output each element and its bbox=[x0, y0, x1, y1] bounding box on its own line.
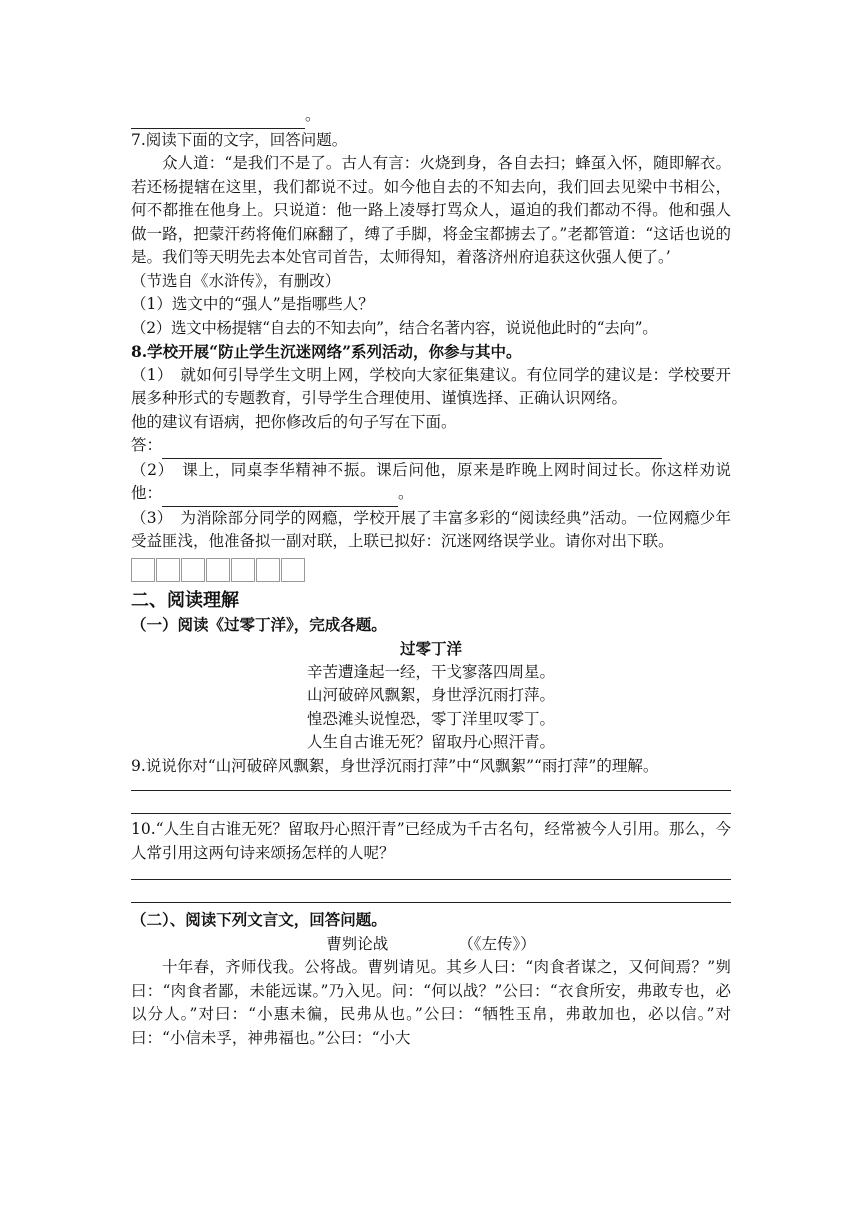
q7-sub1: （1）选文中的“强人”是指哪些人？ bbox=[131, 295, 374, 313]
char-box[interactable] bbox=[231, 558, 255, 582]
prose-source: （《左传》） bbox=[458, 934, 536, 953]
poem-line: 惶恐滩头说惶恐，零丁洋里叹零丁。 bbox=[306, 709, 555, 728]
answer-blank[interactable] bbox=[162, 434, 662, 459]
answer-blank[interactable] bbox=[162, 482, 398, 507]
q10: 10.“人生自古谁无死？留取丹心照汗青”已经成为千古名句，经常被今人引用。那么，今人常引用这两句诗来颂扬怎样的人呢？ bbox=[131, 820, 731, 862]
answer-rule[interactable] bbox=[131, 902, 731, 903]
poem-line: 山河破碎风飘絮，身世浮沉雨打萍。 bbox=[306, 686, 555, 704]
char-box[interactable] bbox=[206, 558, 230, 582]
section2-part1-title: （一）阅读《过零丁洋》，完成各题。 bbox=[131, 615, 387, 634]
q8-answer-line: 答： bbox=[131, 434, 731, 459]
char-box[interactable] bbox=[181, 558, 205, 582]
char-box[interactable] bbox=[156, 558, 180, 582]
poem-title: 过零丁洋 bbox=[399, 639, 462, 658]
prose-title: 曹刿论战 bbox=[326, 934, 389, 953]
q8-title: 8.学校开展“防止学生沉迷网络”系列活动，你参与其中。 bbox=[131, 342, 522, 361]
answer-blank[interactable] bbox=[131, 104, 305, 129]
poem-line: 人生自古谁无死？留取丹心照汗青。 bbox=[306, 733, 555, 751]
section2-title: 二、阅读理解 bbox=[131, 589, 239, 611]
couplet-answer-boxes bbox=[131, 558, 731, 582]
char-box[interactable] bbox=[281, 558, 305, 582]
answer-line-top: 。 bbox=[131, 104, 731, 129]
q7-sub2: （2）选文中杨提辖“自去的不知去向”，结合名著内容，说说他此时的“去向”。 bbox=[131, 318, 658, 337]
q7-passage: 众人道：“是我们不是了。古人有言：火烧到身，各自去扫；蜂虿入怀，随即解衣。若还杨提辖在这里，我们都说不过。如今他自去的不知去向，我们回去见梁中书相公，何不都推在他身上。只说道：他一路上凌辱打骂众人，逼迫的我们都动不得。他和强人做一路，把蒙汗药将俺们麻翻了，缚了手脚，将金宝都掳去了。”老都管道：“这话也说的是。我们等天明先去本处官司首告，太师得知，着落济州府追获这伙强人便了。’ bbox=[131, 154, 731, 266]
q9: 9.说说你对“山河破碎风飘絮，身世浮沉雨打萍”中“风飘絮”“雨打萍”的理解。 bbox=[131, 756, 659, 775]
q7-source: （节选自《水浒传》，有删改） bbox=[131, 271, 341, 290]
q8-sub2: （2） 课上，同桌李华精神不振。课后问他，原来是昨晚上网时间过长。你这样劝说他： 。 bbox=[131, 459, 731, 507]
poem-line: 辛苦遭逢起一经，干戈寥落四周星。 bbox=[306, 662, 555, 681]
prose-heading bbox=[131, 933, 731, 957]
answer-rule[interactable] bbox=[131, 813, 731, 814]
q8-sub1: （1） 就如何引导学生文明上网，学校向大家征集建议。有位同学的建议是：学校要开展多种形式的专题教育，引导学生合理使用、谨慎选择、正确认识网络。 bbox=[131, 365, 731, 407]
q8-sub1-instruction: 他的建议有语病，把你修改后的句子写在下面。 bbox=[131, 412, 457, 431]
char-box[interactable] bbox=[131, 558, 155, 582]
poem-body bbox=[131, 661, 731, 755]
section2-part2-title: （二）、阅读下列文言文，回答问题。 bbox=[131, 911, 387, 929]
char-box[interactable] bbox=[256, 558, 280, 582]
prose-body: 十年春，齐师伐我。公将战。曹刿请见。其乡人曰：“肉食者谋之，又何间焉？”刿曰：“肉食者鄙，未能远谋。”乃入见。问：“何以战？”公曰：“衣食所安，弗敢专也，必以分人。”对曰：“小惠未徧，民弗从也。”公曰：“牺牲玉帛，弗敢加也，必以信。”对曰：“小信未孚，神弗福也。”公曰：“小大 bbox=[131, 958, 731, 1047]
q7-prompt: 7.阅读下面的文字，回答问题。 bbox=[131, 130, 348, 149]
document-page bbox=[131, 104, 731, 1050]
q8-sub3: （3） 为消除部分同学的网瘾，学校开展了丰富多彩的“阅读经典”活动。一位网瘾少年受益匪浅，他准备拟一副对联，上联已拟好：沉迷网络误学业。请你对出下联。 bbox=[131, 508, 731, 550]
